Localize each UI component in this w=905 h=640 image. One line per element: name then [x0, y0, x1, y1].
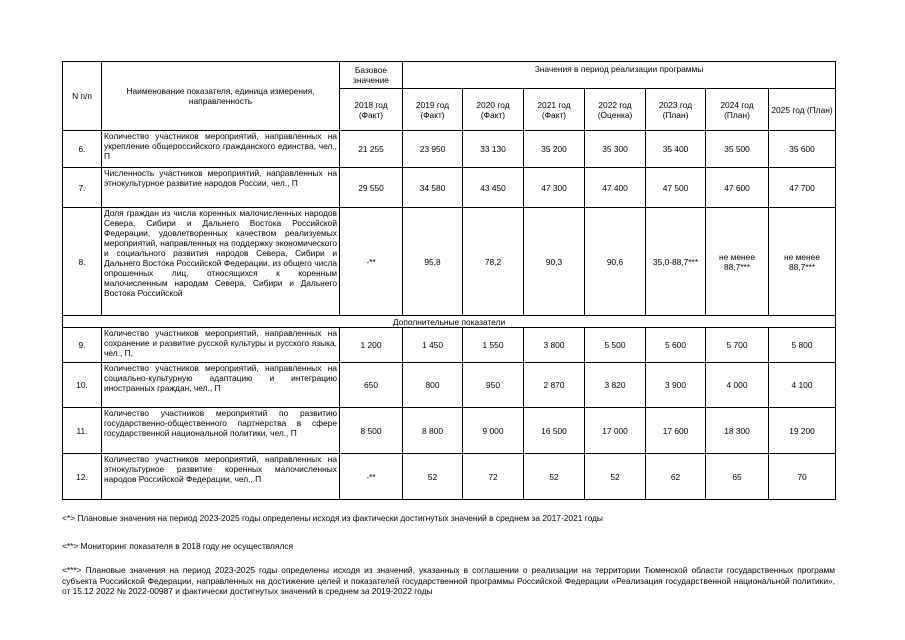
row-num: 7.	[63, 168, 102, 208]
row-value: 18 300	[706, 408, 769, 454]
table-row	[63, 328, 836, 363]
row-value: 5 800	[769, 328, 836, 363]
table-row	[63, 168, 836, 208]
row-value: 35 200	[524, 131, 585, 168]
row-value: 52	[403, 454, 463, 500]
row-name: Количество участников мероприятий, направленных на этнокультурное развитие коренных малочисленных народов Российской Федерации, чел., П	[102, 454, 340, 500]
row-value: 1 550	[463, 328, 524, 363]
row-value: 1 200	[340, 328, 403, 363]
footnote-2: <**> Мониторинг показателя в 2018 году не осуществлялся	[62, 541, 294, 551]
header-year: 2025 год (План)	[769, 89, 836, 131]
row-value: 35 300	[585, 131, 646, 168]
header-year: 2024 год (План)	[706, 89, 769, 131]
row-value: 9 000	[463, 408, 524, 454]
row-name: Количество участников мероприятий, направленных на укрепление общероссийского гражданского единства, чел., П	[102, 131, 340, 168]
header-year: 2020 год (Факт)	[463, 89, 524, 131]
row-name: Количество участников мероприятий по развитию государственно-общественного партнерства в сфере государственной национальной политики, чел., П	[102, 408, 340, 454]
footnote-1: <*> Плановые значения на период 2023-2025 годы определены исходя из фактически достигнутых значений в среднем за 2017-2021 годы	[62, 513, 603, 523]
row-value: 35 600	[769, 131, 836, 168]
table-row	[63, 363, 836, 408]
header-year: 2021 год (Факт)	[524, 89, 585, 131]
row-value: 90,6	[585, 208, 646, 316]
row-num: 11.	[63, 408, 102, 454]
row-value: -**	[340, 454, 403, 500]
row-value: 47 400	[585, 168, 646, 208]
row-name: Численность участников мероприятий, направленных на этнокультурное развитие народов России, чел., П	[102, 168, 340, 208]
header-num: N п/п	[63, 62, 102, 131]
header-year: 2019 год (Факт)	[403, 89, 463, 131]
row-value: 5 700	[706, 328, 769, 363]
row-value: 78,2	[463, 208, 524, 316]
row-num: 9.	[63, 328, 102, 363]
row-value: 17 600	[646, 408, 706, 454]
table-row	[63, 408, 836, 454]
row-value: 29 550	[340, 168, 403, 208]
row-value: 35 400	[646, 131, 706, 168]
row-value: 5 500	[585, 328, 646, 363]
header-year: 2018 год (Факт)	[340, 89, 403, 131]
row-value: 650	[340, 363, 403, 408]
row-value: 17 000	[585, 408, 646, 454]
row-value: 5 600	[646, 328, 706, 363]
row-value: 16 500	[524, 408, 585, 454]
row-value: 70	[769, 454, 836, 500]
row-value: 23 950	[403, 131, 463, 168]
header-name: Наименование показателя, единица измерения, направленность	[102, 62, 340, 131]
row-value: 8 500	[340, 408, 403, 454]
row-value: 34 580	[403, 168, 463, 208]
row-num: 12.	[63, 454, 102, 500]
row-value: 43 450	[463, 168, 524, 208]
header-period: Значения в период реализации программы	[403, 62, 836, 89]
row-value: 3 820	[585, 363, 646, 408]
row-num: 8.	[63, 208, 102, 316]
row-value: 33 130	[463, 131, 524, 168]
row-value: 8 800	[403, 408, 463, 454]
row-value: 65	[706, 454, 769, 500]
row-name-cell	[102, 208, 340, 316]
row-value: 35 500	[706, 131, 769, 168]
row-value: 950	[463, 363, 524, 408]
table-row	[63, 454, 836, 500]
row-value: 3 800	[524, 328, 585, 363]
row-value: 800	[403, 363, 463, 408]
header-year: 2022 год (Оценка)	[585, 89, 646, 131]
row-value: -**	[340, 208, 403, 316]
row-value: 95,8	[403, 208, 463, 316]
row-num: 6.	[63, 131, 102, 168]
header-year: 2023 год (План)	[646, 89, 706, 131]
indicators-table	[62, 61, 836, 500]
row-value: 2 870	[524, 363, 585, 408]
row-value: 62	[646, 454, 706, 500]
row-value: 4 000	[706, 363, 769, 408]
row-value: 4 100	[769, 363, 836, 408]
header-base: Базовое значение	[340, 62, 403, 89]
row-value: 1 450	[403, 328, 463, 363]
row-value: 52	[524, 454, 585, 500]
row-num: 10.	[63, 363, 102, 408]
row-value: 35,0-88,7***	[646, 208, 706, 316]
row-value: не менее 88,7***	[706, 208, 769, 316]
section-row	[63, 316, 836, 328]
table-row	[63, 208, 836, 316]
row-value: 47 500	[646, 168, 706, 208]
row-name: Количество участников мероприятий, направленных на социально-культурную адаптацию и интеграцию иностранных граждан, чел., П	[102, 363, 340, 408]
row-value: 19 200	[769, 408, 836, 454]
row-value: 90,3	[524, 208, 585, 316]
row-value: 47 700	[769, 168, 836, 208]
row-value: 47 300	[524, 168, 585, 208]
row-name: Доля граждан из числа коренных малочисленных народов Севера, Сибири и Дальнего Востока Российской Федерации, удовлетворенных качеством реализуемых мероприятий, направленных на поддержку экономического и социального развития народов Севера, Сибири и Дальнего Востока Российской Федерации, из общего числа опрошенных лиц, относящихся к коренным малочисленным народам Севера, Сибири и Дальнего Востока Российской	[104, 208, 337, 298]
row-value: 72	[463, 454, 524, 500]
section-label: Дополнительные показатели	[63, 316, 836, 328]
footnote-3: <***> Плановые значения на период 2023-2025 годы определены исходя из значений, указанных в соглашении о реализации на территории Тюменской области государственных программ субъекта Российской Федерации, направленных на достижение целей и показателей государственной программы Российской Федерации «Реализация государственной национальной политики», от 15.12 2022 № 2022-00987 и фактически достигнутых значений в среднем за 2019-2022 годы	[62, 565, 835, 596]
row-name: Количество участников мероприятий, направленных на сохранение и развитие русской культуры и русского языка, чел., П,	[102, 328, 340, 363]
row-value: не менее 88,7***	[769, 208, 836, 316]
row-value: 52	[585, 454, 646, 500]
row-value: 47 600	[706, 168, 769, 208]
row-value: 3 900	[646, 363, 706, 408]
table-row	[63, 131, 836, 168]
row-value: 21 255	[340, 131, 403, 168]
